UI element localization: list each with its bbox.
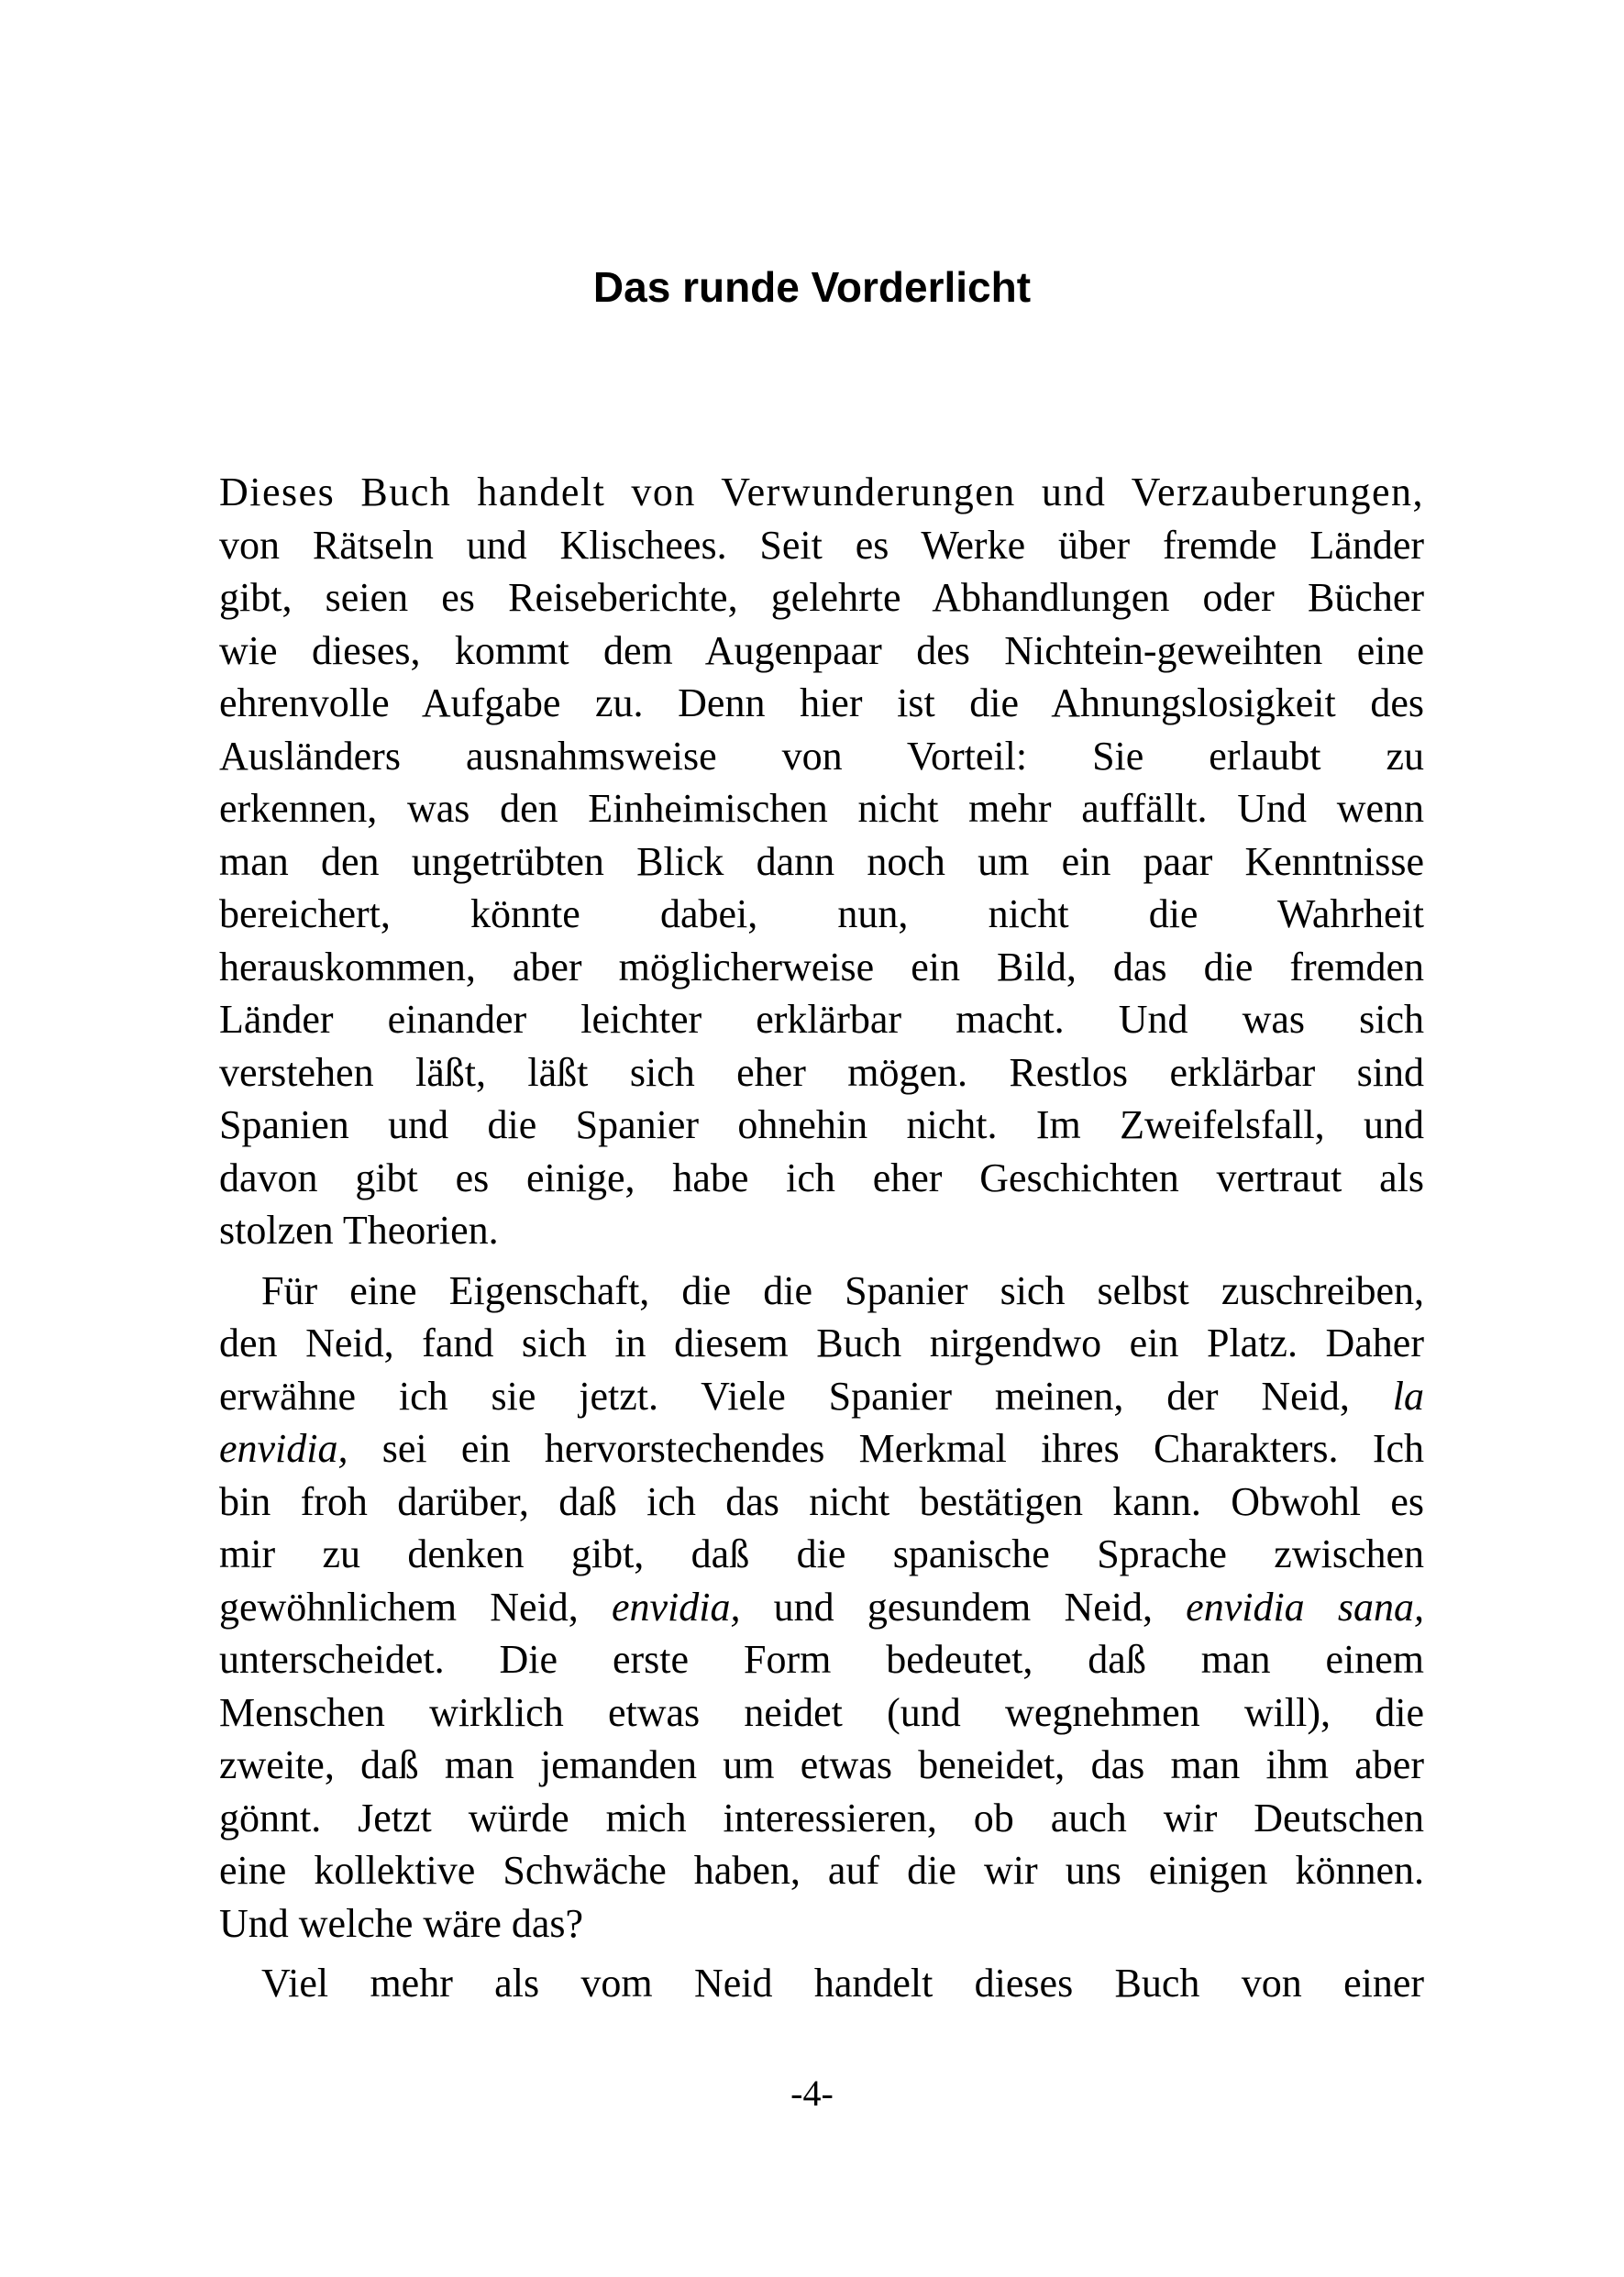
text-line: Ausländers ausnahmsweise von Vorteil: Sie erlaubt zu — [219, 733, 1424, 779]
italic-term: envidia, — [219, 1426, 348, 1471]
page-number: -4- — [790, 2073, 834, 2114]
text-line: verstehen läßt, läßt sich eher mögen. Restlos erklärbar sind — [219, 1049, 1424, 1095]
text-line: Und welche wäre das? — [219, 1900, 584, 1946]
text-line: gönnt. Jetzt würde mich interessieren, ob auch wir Deutschen — [219, 1795, 1424, 1840]
text-line: zweite, daß man jemanden um etwas beneidet, das man ihm aber — [219, 1742, 1424, 1787]
text-line: erwähne ich sie jetzt. Viele Spanier meinen, der Neid, la — [219, 1373, 1424, 1419]
text-line: Für eine Eigenschaft, die die Spanier sich selbst zuschreiben, — [261, 1267, 1424, 1313]
text-line: unterscheidet. Die erste Form bedeutet, daß man einem — [219, 1637, 1424, 1682]
text-line: eine kollektive Schwäche haben, auf die wir uns einigen können. — [219, 1848, 1424, 1893]
text-line: herauskommen, aber möglicherweise ein Bild, das die fremden — [219, 944, 1424, 989]
chapter-body — [219, 466, 1424, 2010]
text-line: envidia, sei ein hervorstechendes Merkmal ihres Charakters. Ich — [219, 1426, 1424, 1471]
italic-term: envidia, — [611, 1584, 741, 1630]
text-line: Dieses Buch handelt von Verwunderungen und Verzauberungen, — [219, 470, 1424, 514]
text-line: stolzen Theorien. — [219, 1208, 499, 1253]
text-line: gewöhnlichem Neid, envidia, und gesundem Neid, envidia sana, — [219, 1584, 1424, 1630]
paragraph-spacer — [219, 1257, 1424, 1265]
text-line: man den ungetrübten Blick dann noch um ein paar Kenntnisse — [219, 838, 1424, 884]
text-line: bin froh darüber, daß ich das nicht bestätigen kann. Obwohl es — [219, 1478, 1424, 1524]
text-line: Spanien und die Spanier ohnehin nicht. Im Zweifelsfall, und — [219, 1102, 1424, 1147]
text-line: mir zu denken gibt, daß die spanische Sprache zwischen — [219, 1531, 1424, 1576]
text-line: wie dieses, kommt dem Augenpaar des Nichtein-geweihten eine — [219, 627, 1424, 673]
italic-term: envidia sana, — [1186, 1584, 1424, 1630]
paragraph-2 — [219, 1265, 1424, 1951]
text-line: Länder einander leichter erklärbar macht. Und was sich — [219, 997, 1424, 1042]
paragraph-3 — [219, 1957, 1424, 2010]
text-line: bereichert, könnte dabei, nun, nicht die Wahrheit — [219, 891, 1424, 936]
chapter-title: Das runde Vorderlicht — [592, 263, 1032, 311]
text-line: erkennen, was den Einheimischen nicht mehr auffällt. Und wenn — [219, 786, 1424, 831]
text-line: den Neid, fand sich in diesem Buch nirgendwo ein Platz. Daher — [219, 1321, 1424, 1365]
text-line: Viel mehr als vom Neid handelt dieses Buch von einer — [261, 1961, 1424, 2006]
paragraph-1 — [219, 466, 1424, 1257]
text-line: Menschen wirklich etwas neidet (und wegnehmen will), die — [219, 1689, 1424, 1735]
italic-term: la — [1392, 1373, 1424, 1419]
text-line: von Rätseln und Klischees. Seit es Werke über fremde Länder — [219, 522, 1424, 568]
text-line: ehrenvolle Aufgabe zu. Denn hier ist die Ahnungslosigkeit des — [219, 680, 1424, 725]
text-line: gibt, seien es Reiseberichte, gelehrte Abhandlungen oder Bücher — [219, 575, 1424, 620]
paragraph-spacer — [219, 1950, 1424, 1957]
text-line: davon gibt es einige, habe ich eher Geschichten vertraut als — [219, 1155, 1424, 1200]
